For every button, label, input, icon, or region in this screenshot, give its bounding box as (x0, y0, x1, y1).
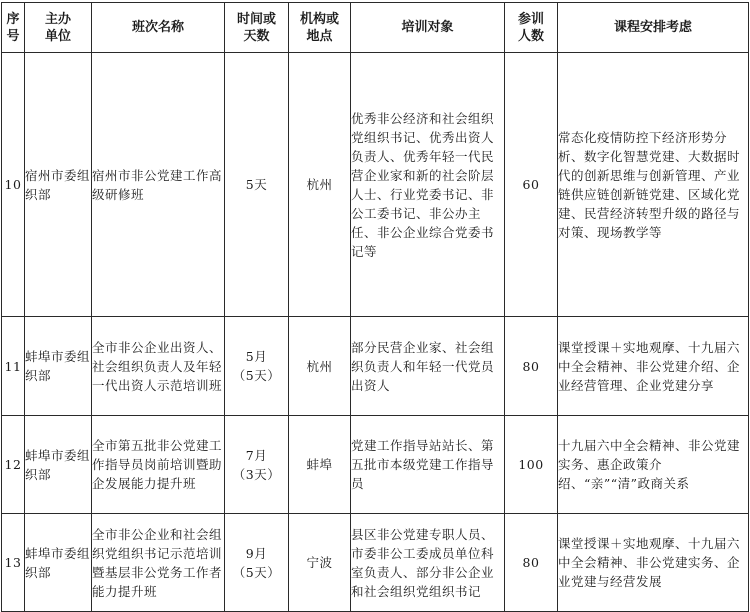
row-course: 全市第五批非公党建工作指导员岗前培训暨助企发展能力提升班 (92, 416, 225, 514)
row-host: 蚌埠市委组织部 (25, 317, 92, 416)
row-audience: 优秀非公经济和社会组织党组织书记、优秀出资人负责人、优秀年轻一代民营企业家和新的社会阶层人士、行业党委书记、非公工委书记、非公办主任、非公企业综合党委书记等 (351, 53, 505, 317)
row-location: 宁波 (289, 514, 351, 612)
table-row (2, 317, 749, 416)
row-location: 蚌埠 (289, 416, 351, 514)
row-course: 宿州市非公党建工作高级研修班 (92, 53, 225, 317)
row-index: 12 (2, 416, 25, 514)
header-duration: 时间或 天数 (225, 3, 289, 53)
row-topics: 常态化疫情防控下经济形势分析、数字化智慧党建、大数据时代的创新思维与创新管理、产业链供应链创新链党建、区域化党建、民营经济转型升级的路径与对策、现场教学等 (558, 53, 749, 317)
header-location: 机构或 地点 (289, 3, 351, 53)
header-index: 序 号 (2, 3, 25, 53)
table-row (2, 514, 749, 612)
header-topics: 课程安排考虑 (558, 3, 749, 53)
row-topics: 课堂授课＋实地观摩、十九届六中全会精神、非公党建介绍、企业经营管理、企业党建分享 (558, 317, 749, 416)
row-audience: 党建工作指导站站长、第五批市本级党建工作指导员 (351, 416, 505, 514)
row-index: 10 (2, 53, 25, 317)
row-count: 80 (505, 514, 558, 612)
row-course: 全市非公企业和社会组织党组织书记示范培训暨基层非公党务工作者能力提升班 (92, 514, 225, 612)
row-count: 100 (505, 416, 558, 514)
row-count: 60 (505, 53, 558, 317)
row-duration: 7月 （3天） (225, 416, 289, 514)
row-host: 蚌埠市委组织部 (25, 416, 92, 514)
header-row (2, 3, 749, 53)
row-topics: 十九届六中全会精神、非公党建实务、惠企政策介绍、“亲”“清”政商关系 (558, 416, 749, 514)
row-course: 全市非公企业出资人、社会组织负责人及年轻一代出资人示范培训班 (92, 317, 225, 416)
row-audience: 部分民营企业家、社会组织负责人和年轻一代党员出资人 (351, 317, 505, 416)
header-host: 主办 单位 (25, 3, 92, 53)
row-duration: 5月 （5天） (225, 317, 289, 416)
header-count: 参训 人数 (505, 3, 558, 53)
row-audience: 县区非公党建专职人员、市委非公工委成员单位科室负责人、部分非公企业和社会组织党组织书记 (351, 514, 505, 612)
table-row (2, 416, 749, 514)
row-topics: 课堂授课＋实地观摩、十九届六中全会精神、非公党建实务、企业党建与经营发展 (558, 514, 749, 612)
row-duration: 9月 （5天） (225, 514, 289, 612)
row-location: 杭州 (289, 317, 351, 416)
table-row (2, 53, 749, 317)
header-audience: 培训对象 (351, 3, 505, 53)
row-host: 蚌埠市委组织部 (25, 514, 92, 612)
row-index: 11 (2, 317, 25, 416)
row-location: 杭州 (289, 53, 351, 317)
row-duration: 5天 (225, 53, 289, 317)
row-index: 13 (2, 514, 25, 612)
header-course: 班次名称 (92, 3, 225, 53)
training-schedule-table (1, 2, 749, 612)
row-count: 80 (505, 317, 558, 416)
row-host: 宿州市委组织部 (25, 53, 92, 317)
